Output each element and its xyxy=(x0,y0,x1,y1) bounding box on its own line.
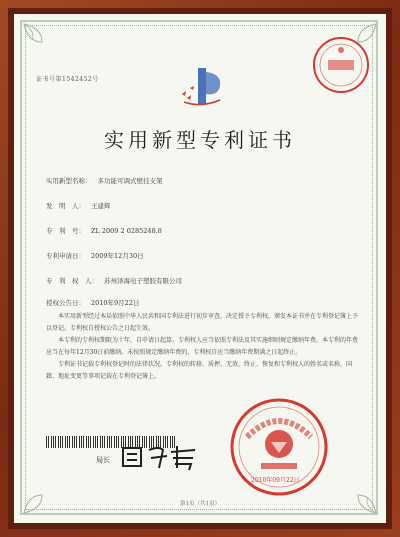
seal-date: 2010年09月22日 xyxy=(251,477,300,484)
corner-ornament-icon xyxy=(22,22,62,62)
field-utility-model-name xyxy=(46,176,163,185)
field-label: 实用新型名称： xyxy=(46,177,92,185)
certificate-number: 证书号第1542452号 xyxy=(36,76,99,83)
field-value: 多功能可调式壁挂支架 xyxy=(97,177,163,185)
body-paragraph: 本实用新型经过本局依照中华人民共和国专利法进行初步审查，决定授予专利权，颁发本证书并在专利登记簿上予以登记。专利权自授权公告之日起生效。 xyxy=(46,313,359,332)
field-label: 专 利 权 人： xyxy=(46,277,98,285)
director-label: 局长 xyxy=(96,456,110,464)
patent-office-logo-icon xyxy=(176,64,226,112)
field-value: ZL 2009 2 0285248.8 xyxy=(91,227,162,235)
corner-ornament-icon xyxy=(338,475,378,515)
registration-stamp-icon xyxy=(312,36,370,94)
body-paragraph: 专利证书记载专利权登记时的法律状况。专利权的转移、质押、无效、终止、恢复和专利权人的姓名或名称、国籍、地址变更等事项记载在专利登记簿上。 xyxy=(46,361,353,380)
certificate-paper xyxy=(14,14,386,523)
field-grant-date xyxy=(46,298,139,307)
field-inventor xyxy=(46,201,111,210)
field-label: 发 明 人： xyxy=(46,202,85,210)
field-patentee xyxy=(46,276,182,285)
field-value: 王建辉 xyxy=(91,202,111,210)
field-patent-number xyxy=(46,226,162,235)
certificate-body xyxy=(46,311,360,383)
field-value: 2009年12月30日 xyxy=(91,252,144,260)
certificate-title: 实用新型专利证书 xyxy=(104,128,296,152)
field-label: 专 利 号： xyxy=(46,227,85,235)
corner-ornament-icon xyxy=(22,475,62,515)
field-value: 苏州泽海电子塑胶有限公司 xyxy=(104,277,182,285)
page-footer: 第1页（共1页） xyxy=(180,501,220,507)
body-paragraph: 本专利的专利权期限为十年，自申请日起算。专利权人应当依照专利法及其实施细则规定缴纳年费。本专利的年费应当在每年12月30日前缴纳。未按照规定缴纳年费的，专利权自应当缴纳年费期满之日起终止。 xyxy=(46,337,359,356)
field-application-date xyxy=(46,251,144,260)
field-value: 2010年9月22日 xyxy=(91,299,140,307)
field-label: 授权公告日： xyxy=(46,299,85,307)
field-label: 专利申请日： xyxy=(46,252,85,260)
director-signature-icon xyxy=(119,440,209,472)
